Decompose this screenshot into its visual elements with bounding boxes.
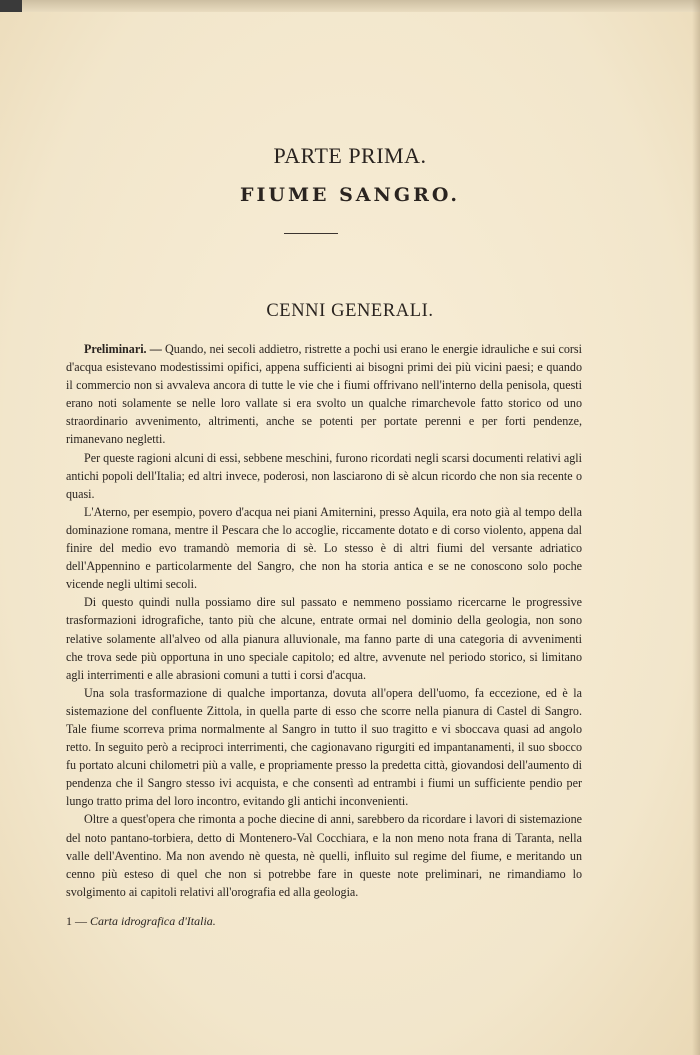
body-text [66, 340, 582, 901]
paragraph-2: Per queste ragioni alcuni di essi, sebbene meschini, furono ricordati negli scarsi documenti relativi agli antichi popoli dell'Italia; ed altri invece, poderosi, non lasciarono di sè alcun ricordo che non sia recente o quasi. [66, 450, 582, 501]
paragraph-5: Una sola trasformazione di qualche importanza, dovuta all'opera dell'uomo, fa eccezione, ed è la sistemazione del confluente Zittola, in quella parte di esso che scorre nella pianura di Castel di Sangro. Tale fiume scorreva prima normalmente al Sangro in tutto il suo tragitto e vi sboccava quasi ad angolo retto. In seguito però a reciproci interrimenti, che cagionavano rigurgiti ed impantanamenti, il suo sbocco fu portato alcuni chilometri più a valle, e propriamente presso la predetta città, giovandosi dell'aumento di pendenza che il Sangro stesso ivi acquista, e che consentì ad entrambi i fiumi un sufficiente pendio per lungo tratto prima del loro incontro, evitando gli antichi inconvenienti. [66, 685, 582, 809]
paragraph-1 [66, 340, 582, 449]
title-divider [284, 233, 338, 234]
paragraph-3: L'Aterno, per esempio, povero d'acqua nei piani Amiternini, presso Aquila, era noto già al tempo della dominazione romana, mentre il Pescara che lo accoglie, riccamente dotato e di corso violento, appena dal finire del medio evo tramandò memoria di sè. Lo stesso è di altri fiumi del versante adriatico dell'Appennino e particolarmente del Sangro, che non ha storia antica e se ne conoscono solo poche vicende negli ultimi secoli. [66, 504, 582, 592]
footer-number: 1 — [66, 914, 87, 928]
paragraph-4: Di questo quindi nulla possiamo dire sul passato e nemmeno possiamo ricercarne le progressive trasformazioni idrografiche, tanto più che alcune, entrate ormai nel dominio della geologia, non sono relative solamente all'alveo od alla pianura alluvionale, ma fanno parte di una categoria di avvenimenti che trova sede più opportuna in uno speciale capitolo; ed altre, avvenute nel periodo storico, si limitano agli interrimenti e alle abrasioni comuni a tutti i corsi d'acqua. [66, 595, 582, 682]
paragraph-6: Oltre a quest'opera che rimonta a poche diecine di anni, sarebbero da ricordare i lavori di sistemazione del noto pantano-torbiera, detto di Montenero-Val Cocchiara, e la non meno nota frana di Taranta, nella valle dell'Aventino. Ma non avendo nè questa, nè quelli, influito sul regime del fiume, e meritando un cenno più esteso di quel che non si potrebbe fare in queste note preliminari, ne rimandiamo lo svolgimento ai capitoli relativi all'orografia ed alla geologia. [66, 812, 582, 899]
scan-corner [0, 0, 22, 12]
page-footer [66, 914, 216, 929]
section-title: CENNI GENERALI. [266, 301, 434, 321]
chapter-title: FIUME SANGRO. [240, 184, 460, 206]
paragraph-1-text: Quando, nei secoli addietro, ristrette a pochi usi erano le energie idrauliche e sui corsi d'acqua esistevano modestissimi opifici, appena sufficienti ai bisogni primi dei più vicini paesi; e quando il commercio non si avvaleva ancora di tutte le vie che i fiumi offrivano nell'interno della penisola, questi erano noti solamente se nelle loro vallate si era svolto un qualche rimarchevole fatto storico od uno straordinario avvenimento, altrimenti, anche se potenti per portate perenni e per forti pendenze, rimanevano negletti. [66, 342, 583, 447]
footer-title: Carta idrografica d'Italia. [90, 914, 216, 928]
paragraph-lead: Preliminari. — [84, 342, 162, 356]
part-heading: PARTE PRIMA. [273, 143, 427, 168]
page-top-edge [0, 0, 700, 12]
